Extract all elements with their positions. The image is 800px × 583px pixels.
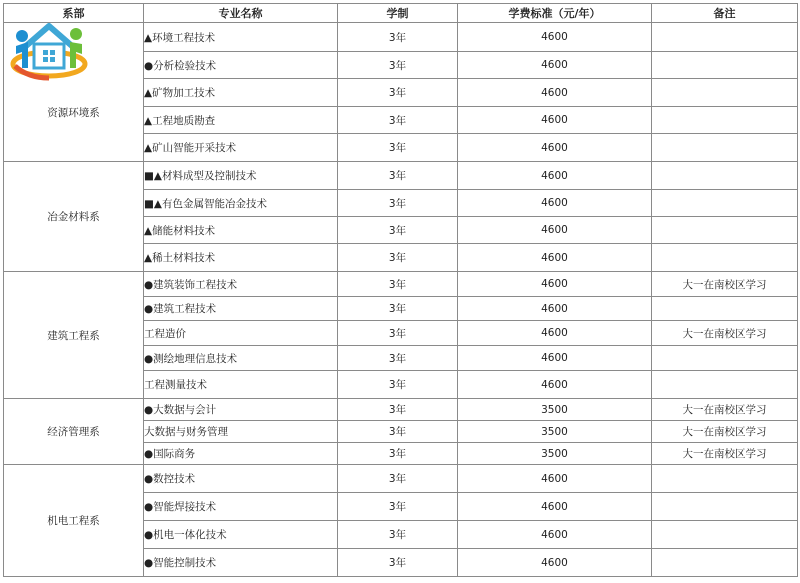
years-cell: 3年 (338, 52, 458, 79)
years-cell: 3年 (338, 443, 458, 465)
major-cell: ●国际商务 (144, 443, 338, 465)
major-cell: ●智能焊接技术 (144, 493, 338, 521)
dept-name-cell: 资源环境系 (4, 23, 144, 162)
years-cell: 3年 (338, 217, 458, 244)
fee-cell: 4600 (458, 52, 652, 79)
major-cell: ▲稀土材料技术 (144, 244, 338, 272)
note-cell (652, 162, 798, 190)
major-cell: ●数控技术 (144, 465, 338, 493)
major-cell: ▲矿物加工技术 (144, 79, 338, 107)
note-cell: 大一在南校区学习 (652, 443, 798, 465)
major-cell: ●大数据与会计 (144, 399, 338, 421)
dept-name-cell: 建筑工程系 (4, 272, 144, 399)
note-cell (652, 493, 798, 521)
major-cell: 工程测量技术 (144, 371, 338, 399)
years-cell: 3年 (338, 521, 458, 549)
fee-cell: 4600 (458, 244, 652, 272)
years-cell: 3年 (338, 399, 458, 421)
note-cell (652, 521, 798, 549)
note-cell (652, 23, 798, 52)
years-cell: 3年 (338, 134, 458, 162)
years-cell: 3年 (338, 190, 458, 217)
note-cell (652, 217, 798, 244)
dept-name-cell: 冶金材料系 (4, 162, 144, 272)
years-cell: 3年 (338, 162, 458, 190)
years-cell: 3年 (338, 346, 458, 371)
fee-cell: 4600 (458, 321, 652, 346)
major-cell: ▲工程地质勘查 (144, 107, 338, 134)
major-cell: ■▲材料成型及控制技术 (144, 162, 338, 190)
fee-cell: 4600 (458, 346, 652, 371)
fee-cell: 4600 (458, 217, 652, 244)
years-cell: 3年 (338, 297, 458, 321)
note-cell (652, 190, 798, 217)
years-cell: 3年 (338, 493, 458, 521)
note-cell (652, 52, 798, 79)
major-cell: 大数据与财务管理 (144, 421, 338, 443)
header-dept: 系部 (4, 4, 144, 23)
note-cell: 大一在南校区学习 (652, 321, 798, 346)
fee-table (3, 3, 798, 577)
major-cell: 工程造价 (144, 321, 338, 346)
fee-cell: 4600 (458, 162, 652, 190)
table-row (4, 272, 798, 297)
note-cell (652, 107, 798, 134)
major-cell: ●测绘地理信息技术 (144, 346, 338, 371)
fee-cell: 3500 (458, 399, 652, 421)
note-cell (652, 465, 798, 493)
note-cell (652, 549, 798, 577)
note-cell (652, 134, 798, 162)
table-row (4, 465, 798, 493)
major-cell: ▲储能材料技术 (144, 217, 338, 244)
fee-cell: 4600 (458, 465, 652, 493)
table-row (4, 399, 798, 421)
fee-cell: 4600 (458, 371, 652, 399)
dept-name-cell: 经济管理系 (4, 399, 144, 465)
fee-cell: 4600 (458, 297, 652, 321)
major-cell: ●智能控制技术 (144, 549, 338, 577)
fee-cell: 4600 (458, 134, 652, 162)
years-cell: 3年 (338, 79, 458, 107)
table-row (4, 162, 798, 190)
major-cell: ▲环境工程技术 (144, 23, 338, 52)
years-cell: 3年 (338, 244, 458, 272)
header-fee: 学费标准（元/年） (458, 4, 652, 23)
note-cell: 大一在南校区学习 (652, 421, 798, 443)
years-cell: 3年 (338, 321, 458, 346)
years-cell: 3年 (338, 549, 458, 577)
table-body (4, 23, 798, 577)
fee-cell: 4600 (458, 493, 652, 521)
header-note: 备注 (652, 4, 798, 23)
fee-cell: 3500 (458, 443, 652, 465)
fee-cell: 4600 (458, 23, 652, 52)
major-cell: ▲矿山智能开采技术 (144, 134, 338, 162)
note-cell: 大一在南校区学习 (652, 399, 798, 421)
fee-cell: 4600 (458, 521, 652, 549)
years-cell: 3年 (338, 107, 458, 134)
header-row (4, 4, 798, 23)
years-cell: 3年 (338, 23, 458, 52)
major-cell: ●建筑工程技术 (144, 297, 338, 321)
fee-cell: 4600 (458, 79, 652, 107)
fee-cell: 4600 (458, 272, 652, 297)
fee-cell: 4600 (458, 549, 652, 577)
major-cell: ●建筑装饰工程技术 (144, 272, 338, 297)
note-cell (652, 346, 798, 371)
header-years: 学制 (338, 4, 458, 23)
note-cell: 大一在南校区学习 (652, 272, 798, 297)
note-cell (652, 371, 798, 399)
table-row (4, 23, 798, 52)
fee-cell: 4600 (458, 107, 652, 134)
fee-cell: 3500 (458, 421, 652, 443)
major-cell: ■▲有色金属智能冶金技术 (144, 190, 338, 217)
years-cell: 3年 (338, 465, 458, 493)
house-family-logo (8, 12, 90, 84)
note-cell (652, 79, 798, 107)
header-major: 专业名称 (144, 4, 338, 23)
major-cell: ●机电一体化技术 (144, 521, 338, 549)
years-cell: 3年 (338, 371, 458, 399)
fee-cell: 4600 (458, 190, 652, 217)
note-cell (652, 297, 798, 321)
dept-name-cell: 机电工程系 (4, 465, 144, 577)
years-cell: 3年 (338, 421, 458, 443)
note-cell (652, 244, 798, 272)
years-cell: 3年 (338, 272, 458, 297)
major-cell: ●分析检验技术 (144, 52, 338, 79)
